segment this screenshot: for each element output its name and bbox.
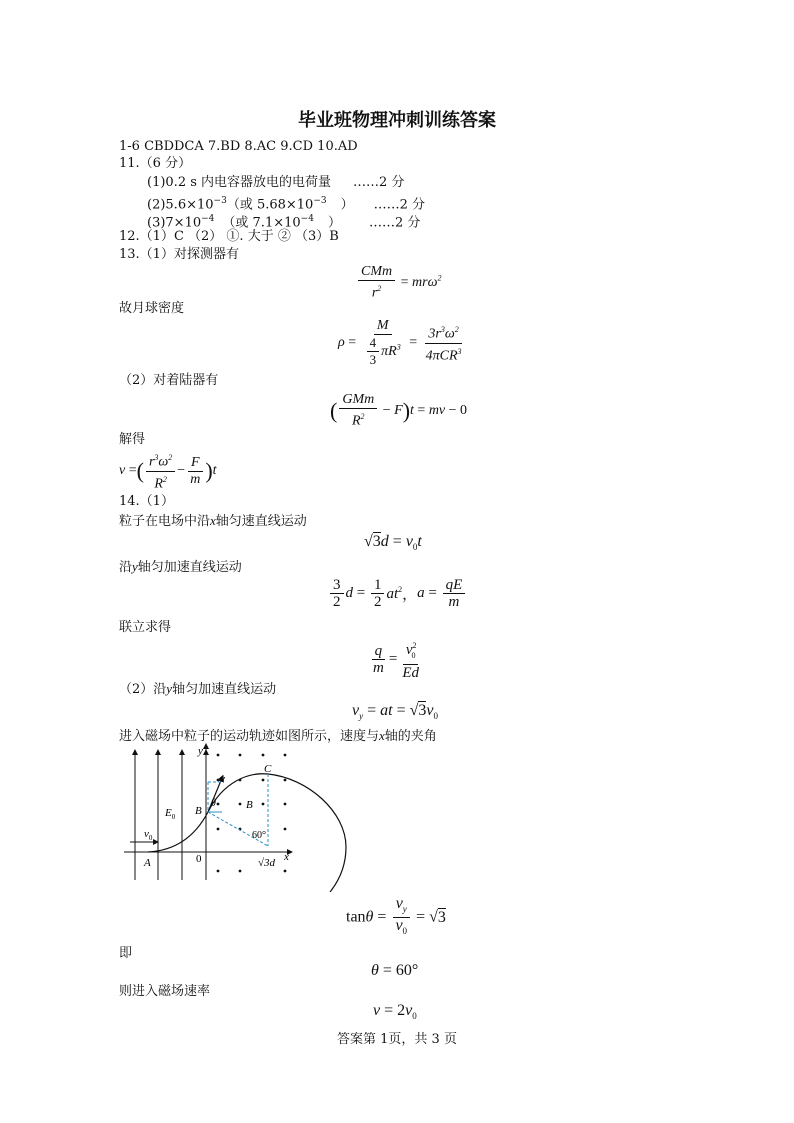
q13-heading: 13.（1）对探测器有 xyxy=(119,247,239,262)
q13-density-label: 故月球密度 xyxy=(119,301,185,316)
q14-magnet-line: 进入磁场中粒子的运动轨迹如图所示，速度与x轴的夹角 xyxy=(119,728,437,744)
trajectory-electric xyxy=(148,812,208,852)
label-E0: $E_0$ xyxy=(165,807,176,821)
choice-answers: 1-6 CBDDCA 7.BD 8.AC 9.CD 10.AD xyxy=(119,139,358,154)
label-v: v xyxy=(220,773,225,785)
label-C: C xyxy=(264,763,272,775)
label-B-field: B xyxy=(246,799,253,811)
q14-ji: 即 xyxy=(119,946,133,961)
label-B-point: B xyxy=(195,805,202,817)
q14-speed-label: 则进入磁场速率 xyxy=(119,984,211,999)
equation-orbit: $\frac{\text{CMm}}{r^2}$ = mrω$^2$ xyxy=(356,264,441,302)
equation-y-motion: $\frac{3}{2}$ d = $\frac{1}{2}$ $at^2$，a = $\frac{qE}{m}$ xyxy=(328,577,467,610)
trajectory-figure xyxy=(118,742,358,892)
magnetic-field-dots xyxy=(217,754,287,873)
equation-tan-theta: tanθ = $\frac{v_y}{v_0}$ = √3 xyxy=(346,895,446,937)
q13-part2-label: （2）对着陆器有 xyxy=(119,373,219,388)
q14-line2: 沿y轴匀加速直线运动 xyxy=(119,559,242,575)
q11-line2: $(2)5.6\times 10^{-3}$（或 $5.68\times 10^{-3}$ ） ……2 分 xyxy=(147,196,426,213)
page-footer: 答案第 1页，共 3 页 xyxy=(337,1032,457,1047)
q13-solve-label: 解得 xyxy=(119,432,146,447)
equation-charge-ratio: $\frac{q}{m}$ = $\frac{v^2_0}{Ed}$ xyxy=(368,638,424,681)
label-sqrt3d: √3d xyxy=(258,857,276,869)
equation-speed: $v = 2v_0$ xyxy=(373,1002,417,1022)
q11-line3: $(3)7\times 10^{-4}$ （或 $7.1\times 10^{-4}$ ） ……2 分 xyxy=(147,214,421,231)
q11-line1: (1)0.2 s 内电容器放电的电荷量 ……2 分 xyxy=(147,175,405,190)
equation-x-motion: $√3d = v_0t$ xyxy=(364,533,422,553)
equation-density: ρ = M $\frac{4}{3}$ $\pi R^3$ = $\frac{3r^3\omega^2}{4\pi CR^3}$ xyxy=(338,318,462,367)
label-theta: θ xyxy=(211,798,216,809)
equation-theta: θ = 60° xyxy=(371,962,419,979)
q14-part2: （2）沿y轴匀加速直线运动 xyxy=(119,681,277,697)
q14-line3: 联立求得 xyxy=(119,620,172,635)
equation-vy: $v_y$ = at = $√3v_0$ xyxy=(352,702,439,722)
q14-heading: 14.（1） xyxy=(119,494,174,509)
label-y: y xyxy=(198,745,203,757)
label-A: A xyxy=(144,857,151,869)
label-x: x xyxy=(284,851,289,863)
trajectory-magnetic xyxy=(208,774,346,892)
q11-heading: 11.（6 分） xyxy=(119,156,192,171)
equation-velocity: v =( $\frac{r^3\omega^2}{R^2}$ − $\frac{F}{m}$ )t xyxy=(119,450,217,492)
label-origin: 0 xyxy=(196,853,202,865)
equation-impulse: ( $\frac{\text{GMm}}{R^2}$ − F)t = mv − 0 xyxy=(330,392,468,429)
q12-answers: 12.（1）C （2） ①. 大于 ② （3）B xyxy=(119,229,339,244)
label-angle: 60° xyxy=(252,830,266,841)
page-title: 毕业班物理冲刺训练答案 xyxy=(298,110,496,131)
label-v0: $v_0$ xyxy=(144,828,153,842)
q14-line1: 粒子在电场中沿x轴匀速直线运动 xyxy=(119,513,307,529)
